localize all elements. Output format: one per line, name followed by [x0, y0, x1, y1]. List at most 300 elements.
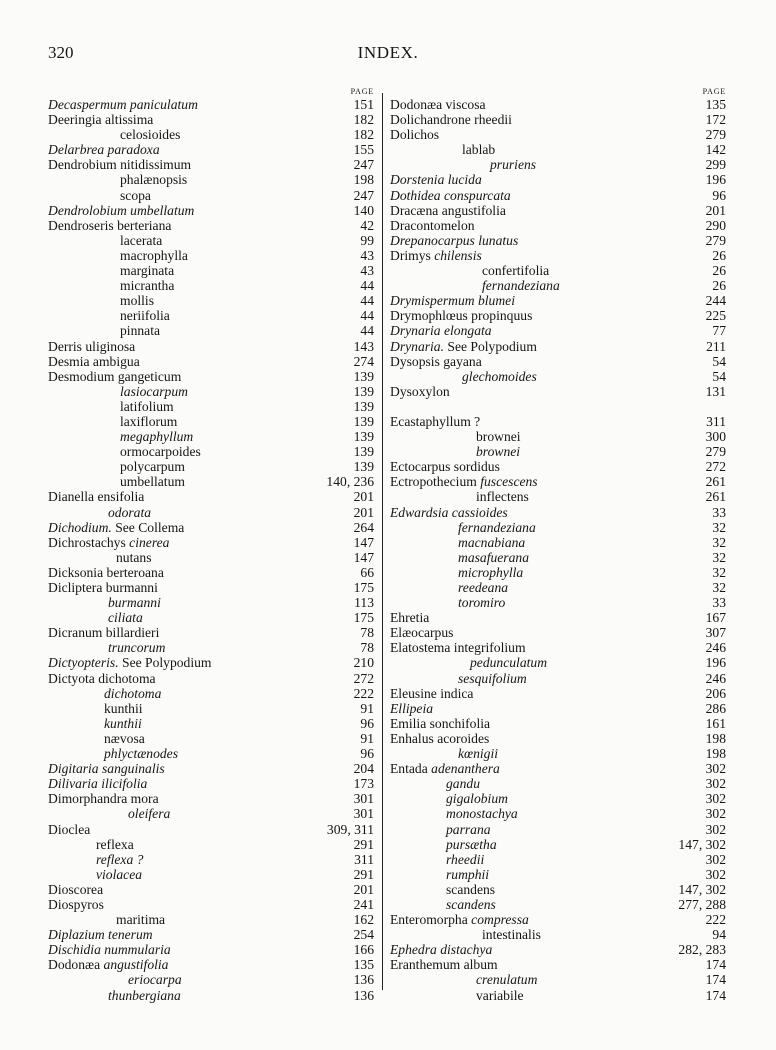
entry-term-italic: gandu	[446, 776, 480, 792]
index-entry	[48, 957, 374, 972]
page-column-label: PAGE	[702, 87, 726, 96]
entry-term-italic: scandens	[446, 896, 496, 912]
entry-term	[120, 278, 174, 293]
entry-term	[390, 610, 429, 625]
index-entry	[48, 429, 374, 444]
entry-term-italic: crenulatum	[476, 972, 538, 988]
entry-term	[120, 308, 170, 323]
entry-term	[48, 565, 164, 580]
entry-page-ref: 167	[705, 610, 726, 626]
entry-page-ref: 33	[712, 504, 726, 520]
entry-page-ref: 54	[712, 353, 726, 369]
entry-term	[390, 188, 511, 203]
index-entry	[48, 746, 374, 761]
entry-term-italic: fuscescens	[480, 474, 538, 490]
entry-term-italic: Drynaria.	[390, 338, 444, 354]
index-entry	[48, 308, 374, 323]
page-number: 320	[48, 43, 74, 62]
entry-term-roman: macrophylla	[120, 247, 188, 263]
entry-term-italic: Dictyopteris.	[48, 655, 119, 671]
entry-page-ref: 302	[705, 851, 726, 867]
entry-page-ref: 139	[353, 459, 374, 475]
entry-term	[458, 595, 505, 610]
index-entry	[48, 580, 374, 595]
entry-page-ref: 44	[360, 323, 374, 339]
index-entry	[390, 686, 726, 701]
entry-term-italic: pursætha	[446, 836, 497, 852]
index-entry	[48, 293, 374, 308]
index-entry	[48, 489, 374, 504]
entry-term	[390, 97, 486, 112]
index-entry	[390, 882, 726, 897]
entry-page-ref: 136	[353, 972, 374, 988]
entry-term-roman: maritima	[116, 912, 166, 928]
entry-page-ref: 201	[353, 489, 374, 505]
entry-term-italic: pruriens	[490, 157, 537, 173]
entry-page-ref: 272	[705, 459, 726, 475]
index-entry	[390, 520, 726, 535]
entry-term	[390, 203, 506, 218]
entry-term	[390, 233, 518, 248]
entry-term-roman: pinnata	[120, 323, 161, 339]
index-entry	[48, 505, 374, 520]
entry-page-ref: 173	[353, 776, 374, 792]
entry-term-roman: Dolichandrone rheedii	[390, 112, 512, 128]
entry-page-ref: 172	[705, 112, 726, 128]
entry-term-roman: Deeringia altissima	[48, 112, 154, 128]
entry-term-roman: Ectocarpus sordidus	[390, 459, 500, 475]
entry-term-italic: Diplazium tenerum	[48, 927, 153, 943]
entry-term-roman: Elatostema integrifolium	[390, 640, 526, 656]
index-entry	[48, 233, 374, 248]
index-entry	[48, 912, 374, 927]
index-entry	[48, 882, 374, 897]
entry-term-roman: neriifolia	[120, 308, 170, 324]
entry-term-italic: Dichodium.	[48, 519, 112, 535]
entry-term	[446, 806, 518, 821]
entry-term	[390, 761, 500, 776]
entry-page-ref: 174	[705, 987, 726, 1003]
entry-page-ref: 32	[712, 549, 726, 565]
entry-page-ref: 139	[353, 413, 374, 429]
entry-term	[476, 429, 521, 444]
entry-page-ref: 32	[712, 519, 726, 535]
index-entry	[48, 142, 374, 157]
entry-page-ref: 66	[360, 564, 374, 580]
entry-term-roman: Elæocarpus	[390, 625, 454, 641]
entry-term	[462, 142, 495, 157]
index-entry	[48, 822, 374, 837]
entry-page-ref: 161	[705, 715, 726, 731]
entry-term	[48, 761, 165, 776]
entry-term-italic: rumphii	[446, 866, 490, 882]
entry-term	[120, 127, 180, 142]
entry-term	[48, 671, 156, 686]
entry-page-ref: 44	[360, 308, 374, 324]
entry-term-roman: celosioides	[120, 127, 181, 143]
entry-term	[120, 399, 174, 414]
index-entry	[48, 716, 374, 731]
entry-term	[120, 459, 185, 474]
entry-term-roman: lacerata	[120, 232, 163, 248]
entry-page-ref: 44	[360, 293, 374, 309]
index-entry	[48, 988, 374, 1003]
entry-term	[390, 384, 450, 399]
index-entry	[48, 188, 374, 203]
entry-page-ref: 135	[353, 957, 374, 973]
index-entry	[48, 565, 374, 580]
index-entry	[48, 837, 374, 852]
entry-page-ref: 302	[705, 866, 726, 882]
entry-page-ref: 32	[712, 564, 726, 580]
entry-term	[390, 339, 537, 354]
index-entry	[390, 988, 726, 1003]
entry-term	[390, 912, 529, 927]
entry-term	[108, 595, 161, 610]
entry-page-ref: 78	[360, 640, 374, 656]
entry-page-ref: 204	[353, 761, 374, 777]
index-entry	[390, 293, 726, 308]
entry-term	[48, 339, 135, 354]
index-entry	[48, 369, 374, 384]
index-entry	[390, 384, 726, 399]
index-entry	[390, 505, 726, 520]
entry-term-italic: macnabiana	[458, 534, 526, 550]
entry-term	[458, 746, 498, 761]
entry-term-italic: rheedii	[446, 851, 485, 867]
entry-page-ref: 196	[705, 172, 726, 188]
entry-page-ref: 198	[705, 746, 726, 762]
entry-term-italic: microphylla	[458, 564, 524, 580]
entry-term	[446, 791, 508, 806]
index-column-right	[390, 86, 726, 1003]
index-entry	[48, 218, 374, 233]
index-entry	[390, 671, 726, 686]
entry-term-italic: Dorstenia lucida	[390, 172, 482, 188]
entry-term	[120, 323, 160, 338]
entry-term	[476, 444, 520, 459]
index-entry	[48, 127, 374, 142]
index-entry	[390, 972, 726, 987]
entry-term	[104, 716, 142, 731]
index-entry	[48, 278, 374, 293]
entry-term-italic: compressa	[471, 912, 529, 928]
entry-term-italic: fernandeziana	[482, 278, 560, 294]
entry-term	[48, 580, 158, 595]
entry-term	[482, 278, 560, 293]
entry-page-ref: 210	[353, 655, 374, 671]
entry-term	[458, 671, 527, 686]
entry-term-roman: Desmodium gangeticum	[48, 368, 182, 384]
entry-term	[48, 625, 159, 640]
index-entry	[390, 806, 726, 821]
entry-term-roman: Eleusine indica	[390, 685, 474, 701]
index-entry	[390, 776, 726, 791]
index-entry	[48, 263, 374, 278]
index-entry	[48, 640, 374, 655]
index-entry	[48, 806, 374, 821]
entry-term	[476, 988, 524, 1003]
entry-term	[48, 882, 103, 897]
entry-term-italic: cinerea	[129, 534, 170, 550]
entry-term	[390, 686, 473, 701]
index-entry	[390, 308, 726, 323]
entry-term-italic: Dendrolobium umbellatum	[48, 202, 195, 218]
entry-page-ref: 139	[353, 398, 374, 414]
entry-page-ref: 290	[705, 217, 726, 233]
entry-term-roman: ormocarpoides	[120, 444, 201, 460]
entry-term-italic: Ellipeia	[390, 700, 434, 716]
index-entry	[390, 867, 726, 882]
entry-term	[390, 505, 508, 520]
entry-term	[120, 474, 185, 489]
index-entry	[390, 127, 726, 142]
entry-page-ref: 26	[712, 247, 726, 263]
index-entry	[390, 852, 726, 867]
entry-page-ref: 94	[712, 927, 726, 943]
index-entry	[48, 535, 374, 550]
entry-page-ref: 299	[705, 157, 726, 173]
index-entry	[48, 520, 374, 535]
entry-page-ref: 139	[353, 383, 374, 399]
index-entry	[390, 927, 726, 942]
entry-page-ref: 43	[360, 247, 374, 263]
index-entry	[390, 112, 726, 127]
entry-term-italic: Dilivaria ilicifolia	[48, 776, 148, 792]
entry-page-ref: 96	[360, 715, 374, 731]
entry-term-italic: monostachya	[446, 806, 518, 822]
entry-term-roman: Dicksonia berteroana	[48, 564, 164, 580]
index-entry	[48, 459, 374, 474]
entry-term	[390, 308, 532, 323]
entry-term-italic: pedunculatum	[470, 655, 548, 671]
entry-term-italic: Digitaria sanguinalis	[48, 761, 165, 777]
entry-page-ref: 247	[353, 157, 374, 173]
entry-term	[116, 550, 152, 565]
entry-page-ref: 300	[705, 429, 726, 445]
entry-term-roman: Dodonæa	[48, 957, 104, 973]
entry-term	[48, 942, 171, 957]
entry-page-ref: 211	[706, 338, 726, 354]
entry-page-ref: 139	[353, 429, 374, 445]
index-entry	[48, 761, 374, 776]
entry-page-ref: 44	[360, 278, 374, 294]
entry-term	[390, 248, 482, 263]
index-entry	[390, 942, 726, 957]
index-entry	[48, 414, 374, 429]
entry-term	[120, 414, 177, 429]
entry-page-ref: 307	[705, 625, 726, 641]
entry-term	[120, 444, 201, 459]
entry-term	[446, 837, 497, 852]
entry-term-roman: Eranthemum album	[390, 957, 498, 973]
index-entry	[48, 444, 374, 459]
entry-term-italic: brownei	[476, 444, 521, 460]
entry-term-italic: burmanni	[108, 595, 161, 611]
entry-page-ref: 201	[353, 881, 374, 897]
entry-term	[390, 293, 515, 308]
entry-term-italic: masafuerana	[458, 549, 529, 565]
entry-term	[96, 852, 143, 867]
index-entry	[390, 791, 726, 806]
index-entry	[48, 731, 374, 746]
entry-page-ref: 272	[353, 670, 374, 686]
entry-page-ref: 301	[353, 791, 374, 807]
index-entry	[390, 248, 726, 263]
entry-term	[390, 957, 498, 972]
index-entry	[48, 595, 374, 610]
entry-term-roman: scandens	[446, 881, 496, 897]
entry-term-italic: fernandeziana	[458, 519, 536, 535]
entry-page-ref: 279	[705, 127, 726, 143]
entry-term-roman: Drimys	[390, 247, 435, 263]
entry-term	[104, 746, 178, 761]
index-entry	[390, 731, 726, 746]
entry-page-ref: 309, 311	[326, 821, 374, 837]
entry-page-ref: 135	[705, 97, 726, 112]
entry-term-roman: Dicranum billardieri	[48, 625, 160, 641]
index-entry	[48, 384, 374, 399]
entry-page-ref: 311	[706, 413, 726, 429]
entry-term-italic: adenanthera	[431, 761, 500, 777]
entry-page-ref: 286	[705, 700, 726, 716]
entry-page-ref: 277, 288	[678, 896, 726, 912]
entry-page-ref: 291	[353, 836, 374, 852]
entry-page-ref: 182	[353, 127, 374, 143]
entry-term	[104, 701, 143, 716]
entry-term	[390, 218, 475, 233]
index-entry	[48, 927, 374, 942]
entry-term-roman: mollis	[120, 293, 154, 309]
entry-page-ref: 26	[712, 263, 726, 279]
index-entry	[48, 791, 374, 806]
index-entry	[390, 459, 726, 474]
entry-term-italic: phlyctænodes	[104, 746, 178, 762]
entry-page-ref: 254	[353, 927, 374, 943]
entry-page-ref: 279	[705, 444, 726, 460]
entry-term-roman: Dolichos	[390, 127, 440, 143]
index-entry	[390, 550, 726, 565]
entry-term-roman: Dianella ensifolia	[48, 489, 145, 505]
index-entry	[390, 957, 726, 972]
index-entry	[390, 837, 726, 852]
entry-term-italic: gigalobium	[446, 791, 508, 807]
entry-page-ref: 96	[360, 746, 374, 762]
index-entry	[390, 233, 726, 248]
index-entry	[48, 97, 374, 112]
index-entry	[48, 550, 374, 565]
index-entry	[48, 339, 374, 354]
entry-page-ref: 42	[360, 217, 374, 233]
entry-page-ref: 182	[353, 112, 374, 128]
entry-term-roman: Dichrostachys	[48, 534, 130, 550]
entry-term	[458, 520, 536, 535]
index-entry	[390, 580, 726, 595]
index-entry	[390, 97, 726, 112]
entry-page-ref: 140	[353, 202, 374, 218]
entry-term-italic: glechomoides	[462, 368, 537, 384]
entry-term	[108, 610, 143, 625]
entry-page-ref: 175	[353, 580, 374, 595]
entry-term-roman: Entada	[390, 761, 432, 777]
entry-term-roman: Derris uliginosa	[48, 338, 136, 354]
entry-term-roman: nævosa	[104, 730, 145, 746]
entry-term	[48, 218, 171, 233]
entry-term-italic: Delarbrea paradoxa	[48, 142, 160, 158]
entry-term-roman: Diospyros	[48, 896, 104, 912]
entry-term	[390, 172, 482, 187]
entry-page-ref: 282, 283	[678, 942, 726, 958]
entry-page-ref: 91	[360, 700, 374, 716]
entry-term-italic: oleifera	[128, 806, 171, 822]
entry-term	[446, 776, 480, 791]
index-entry	[48, 248, 374, 263]
entry-page-ref: 113	[354, 595, 374, 611]
entry-term	[48, 655, 212, 670]
index-entry	[48, 474, 374, 489]
entry-page-ref: 147	[353, 534, 374, 550]
index-entry	[390, 203, 726, 218]
entry-term	[48, 927, 153, 942]
entry-term	[120, 263, 174, 278]
index-entry	[48, 655, 374, 670]
entry-page-ref: 201	[353, 504, 374, 520]
entry-page-ref: 196	[705, 655, 726, 671]
entry-term-italic: eriocarpa	[128, 972, 182, 988]
entry-term-roman: lablab	[462, 142, 496, 158]
index-entry	[390, 716, 726, 731]
entry-page-ref: 32	[712, 534, 726, 550]
entry-term-italic: truncorum	[108, 640, 166, 656]
entry-term-italic: Dothidea conspurcata	[390, 187, 511, 203]
entry-term-roman: confertifolia	[482, 263, 550, 279]
index-entry	[390, 354, 726, 369]
entry-page-ref: 142	[705, 142, 726, 158]
entry-page-ref: 225	[705, 308, 726, 324]
entry-term-italic: dichotoma	[104, 685, 162, 701]
entry-term-italic: Drepanocarpus lunatus	[390, 232, 519, 248]
entry-term-roman: marginata	[120, 263, 175, 279]
entry-page-ref: 151	[353, 97, 374, 112]
entry-page-ref: 43	[360, 263, 374, 279]
entry-page-ref: 140, 236	[326, 474, 374, 490]
entry-term	[120, 172, 187, 187]
entry-term	[108, 988, 181, 1003]
entry-term-roman: Emilia sonchifolia	[390, 715, 491, 731]
entry-page-ref: 264	[353, 519, 374, 535]
index-entry	[390, 444, 726, 459]
entry-term	[446, 867, 489, 882]
entry-term	[120, 293, 154, 308]
entry-term	[390, 701, 433, 716]
entry-page-ref: 198	[353, 172, 374, 188]
entry-term	[476, 489, 529, 504]
entry-term-roman: latifolium	[120, 398, 174, 414]
index-entry	[390, 369, 726, 384]
entry-term-italic: Drynaria elongata	[390, 323, 492, 339]
entry-term	[390, 716, 490, 731]
entry-term-roman: nutans	[116, 549, 152, 565]
entry-term	[48, 535, 169, 550]
entry-page-ref: 198	[705, 730, 726, 746]
index-entry	[48, 112, 374, 127]
entry-term-roman: reflexa	[96, 836, 134, 852]
entry-term	[48, 97, 198, 112]
entry-term-roman: Enteromorpha	[390, 912, 472, 928]
index-entry	[390, 655, 726, 670]
index-entry	[390, 218, 726, 233]
entry-term	[48, 157, 191, 172]
